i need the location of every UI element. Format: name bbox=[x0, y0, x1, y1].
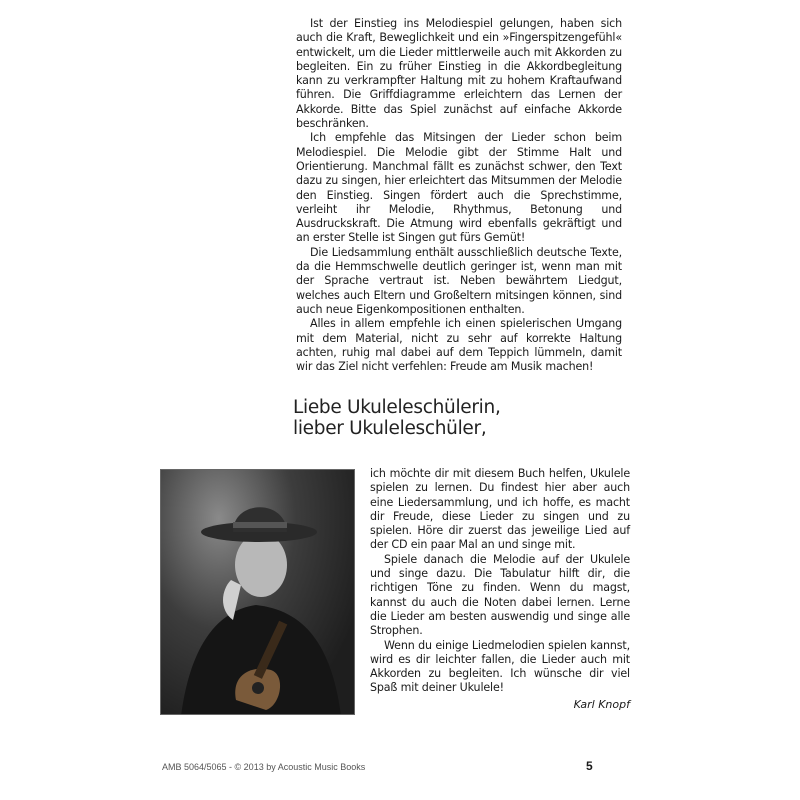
letter-heading bbox=[293, 397, 501, 439]
intro-text bbox=[296, 17, 622, 374]
heading-line: lieber Ukuleleschüler, bbox=[293, 418, 487, 439]
heading-line: Liebe Ukuleleschülerin, bbox=[293, 397, 501, 418]
person-with-ukulele-image bbox=[161, 470, 355, 715]
paragraph: Alles in allem empfehle ich einen spielerischen Umgang mit dem Material, nicht zu sehr auf korrekte Haltung achten, ruhig mal dabei auf dem Teppich lümmeln, damit wir das Ziel nicht verfehlen: Freude am Musik machen! bbox=[296, 317, 622, 374]
paragraph: ich möchte dir mit diesem Buch helfen, Ukulele spielen zu lernen. Du findest hier aber auch eine Liedersammlung, und ich hoffe, es macht dir Freude, diese Lieder zu singen und zu spielen. Höre dir zuerst das jeweilige Lied auf der CD ein paar Mal an und singe mit. bbox=[370, 467, 630, 552]
paragraph: Ich empfehle das Mitsingen der Lieder schon beim Melodiespiel. Die Melodie gibt der Stimme Halt und Orientierung. Manchmal fällt es zunächst schwer, den Text dazu zu singen, hier erleichtert das Mitsummen der Melodie den Einstieg. Singen fördert auch die Sprechstimme, verleiht ihr Melodie, Rhythmus, Betonung und Ausdruckskraft. Die Atmung wird ebenfalls gekräftigt und an erster Stelle ist Singen gut fürs Gemüt! bbox=[296, 131, 622, 245]
footer-copyright: AMB 5064/5065 - © 2013 by Acoustic Music Books bbox=[162, 762, 366, 772]
author-photo bbox=[160, 469, 355, 715]
page-number: 5 bbox=[586, 759, 593, 773]
paragraph: Wenn du einige Liedmelodien spielen kannst, wird es dir leichter fallen, die Lieder auch mit Akkorden zu begleiten. Ich wünsche dir viel Spaß mit deiner Ukulele! bbox=[370, 638, 630, 695]
signature: Karl Knopf bbox=[573, 698, 630, 711]
paragraph: Die Liedsammlung enthält ausschließlich deutsche Texte, da die Hemmschwelle deutlich geringer ist, wenn man mit der Sprache vertraut ist. Neben bewährtem Liedgut, welches auch Eltern und Großeltern mitsingen können, sind auch neue Eigenkompositionen enthalten. bbox=[296, 245, 622, 316]
letter-text bbox=[370, 467, 630, 696]
paragraph: Ist der Einstieg ins Melodiespiel gelungen, haben sich auch die Kraft, Beweglichkeit und ein »Fingerspitzengefühl« entwickelt, um die Lieder mittlerweile auch mit Akkorden zu begleiten. Ein zu früher Einstieg in die Akkordbegleitung kann zu verkrampfter Haltung mit zu hohem Kraftaufwand führen. Die Griffdiagramme erleichtern das Lernen der Akkorde. Bitte das Spiel zunächst auf einfache Akkorde beschränken. bbox=[296, 17, 622, 131]
paragraph: Spiele danach die Melodie auf der Ukulele und singe dazu. Die Tabulatur hilft dir, die richtigen Töne zu finden. Wenn du magst, kannst du auch die Noten dabei lernen. Lerne die Lieder am besten auswendig und singe alle Strophen. bbox=[370, 552, 630, 638]
